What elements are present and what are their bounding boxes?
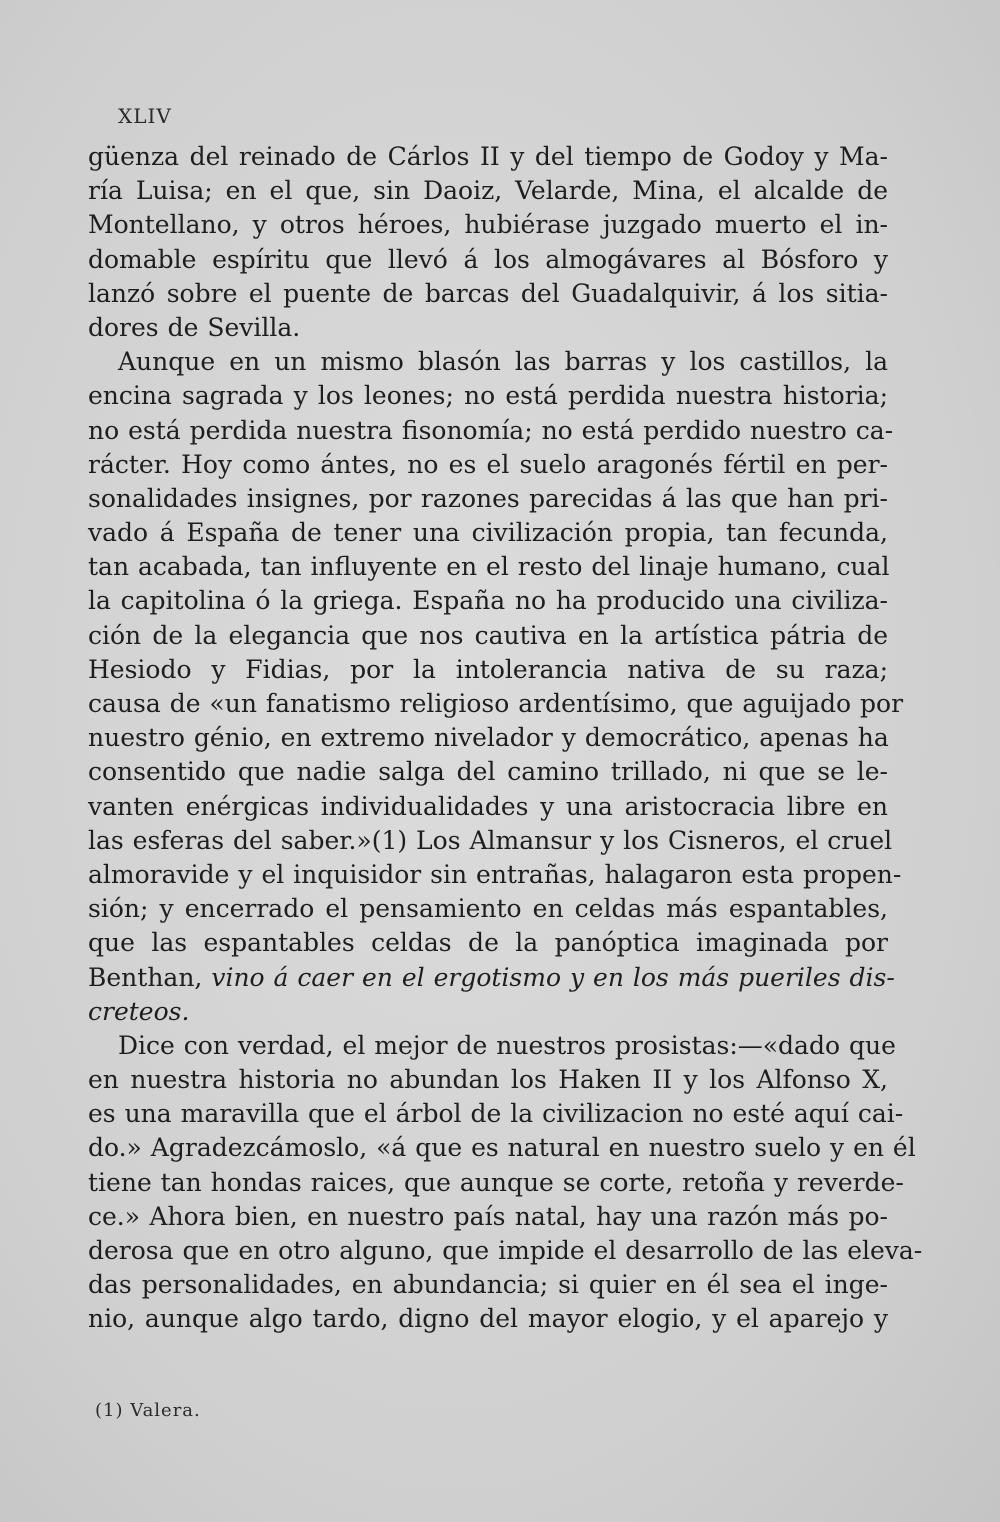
text-line: Hesiodo y Fidias, por la intolerancia nativa de su raza;	[88, 654, 888, 684]
text-line: las esferas del saber.»(1) Los Almansur y los Cisneros, el cruel	[88, 825, 893, 855]
text-line: Aunque en un mismo blasón las barras y los castillos, la	[118, 347, 888, 377]
text-line: rácter. Hoy como ántes, no es el suelo aragonés fértil en per-	[88, 449, 888, 479]
text-line: derosa que en otro alguno, que impide el desarrollo de las eleva-	[88, 1236, 923, 1265]
text-line: sonalidades insignes, por razones parecidas á las que han pri-	[88, 483, 888, 513]
text-line: tan acabada, tan influyente en el resto del linaje humano, cual	[88, 552, 890, 582]
text-line: Dice con verdad, el mejor de nuestros prosistas:—«dado que	[118, 1030, 896, 1060]
text-line: vanten enérgicas individualidades y una aristocracia libre en	[88, 791, 888, 821]
text-line: sión; y encerrado el pensamiento en celdas más espantables,	[88, 894, 888, 924]
text-line: vado á España de tener una civilización propia, tan fecunda,	[88, 518, 888, 548]
page-number: XLIV	[118, 104, 172, 128]
text-line: la capitolina ó la griega. España no ha producido una civiliza-	[88, 586, 888, 616]
text-line: encina sagrada y los leones; no está perdida nuestra historia;	[88, 381, 888, 411]
italic-run: vino á caer en el ergotismo y en los más pueriles dis-	[211, 962, 895, 992]
text-line: causa de «un fanatismo religioso ardentísimo, que aguijado por	[88, 689, 904, 718]
text-line: nuestro génio, en extremo nivelador y democrático, apenas ha	[88, 723, 889, 753]
text-line-mixed	[88, 961, 895, 995]
text-line: que las espantables celdas de la panóptica imaginada por	[88, 928, 888, 958]
body-text	[88, 140, 923, 1337]
text-line: no está perdida nuestra fisonomía; no está perdido nuestro ca-	[88, 415, 894, 445]
text-line: das personalidades, en abundancia; si quier en él sea el inge-	[88, 1270, 888, 1300]
text-line: dores de Sevilla.	[88, 312, 301, 342]
text-line: es una maravilla que el árbol de la civilizacion no esté aquí cai-	[88, 1099, 904, 1129]
text-line: nio, aunque algo tardo, digno del mayor elogio, y el aparejo y	[88, 1304, 888, 1334]
text-line: güenza del reinado de Cárlos II y del tiempo de Godoy y Ma-	[88, 142, 888, 171]
text-line: tiene tan hondas raices, que aunque se corte, retoña y reverde-	[88, 1167, 904, 1197]
text-line: almoravide y el inquisidor sin entrañas, halagaron esta propen-	[88, 859, 902, 889]
text-line: Montellano, y otros héroes, hubiérase juzgado muerto el in-	[88, 210, 888, 240]
text-line: do.» Agradezcámoslo, «á que es natural en nuestro suelo y en él	[88, 1133, 916, 1163]
text-line: domable espíritu que llevó á los almogávares al Bósforo y	[88, 244, 888, 274]
text-line: consentido que nadie salga del camino trillado, ni que se le-	[88, 757, 888, 787]
text-line: ción de la elegancia que nos cautiva en la artística pátria de	[88, 620, 888, 650]
text-line-italic: creteos.	[88, 996, 190, 1026]
text-line: lanzó sobre el puente de barcas del Guadalquivir, á los sitia-	[88, 278, 888, 308]
footnote: (1) Valera.	[95, 1400, 201, 1421]
text-line: ría Luisa; en el que, sin Daoiz, Velarde, Mina, el alcalde de	[88, 176, 888, 206]
plain-run: Benthan,	[88, 962, 212, 992]
text-line: en nuestra historia no abundan los Haken II y los Alfonso X,	[88, 1065, 888, 1095]
text-line: ce.» Ahora bien, en nuestro país natal, hay una razón más po-	[88, 1201, 888, 1231]
